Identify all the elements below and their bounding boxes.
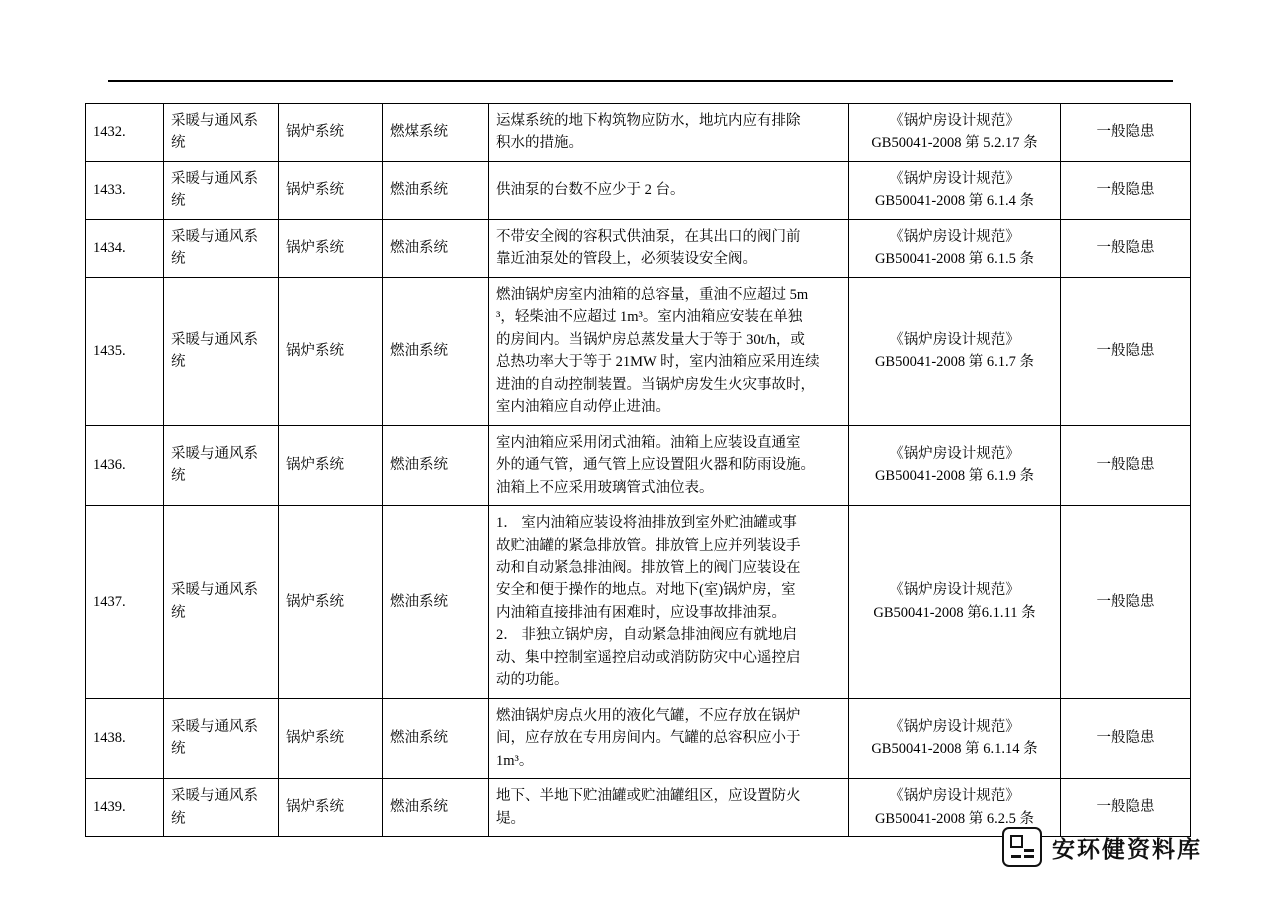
row-system: 采暖与通风系统 — [164, 277, 279, 425]
content-line: 室内油箱应采用闭式油箱。油箱上应装设直通室 — [496, 434, 801, 451]
content-line: 地下、半地下贮油罐或贮油罐组区，应设置防火 — [496, 788, 801, 805]
table-body — [86, 104, 1191, 837]
row-system: 采暖与通风系统 — [164, 219, 279, 277]
basis-title: 《锅炉房设计规范》 — [889, 445, 1020, 462]
row-level: 一般隐患 — [1061, 698, 1191, 778]
content-line: 燃油锅炉房点火用的液化气罐，不应存放在锅炉 — [496, 707, 801, 724]
table-row — [86, 161, 1191, 219]
row-number: 1438. — [86, 698, 164, 778]
row-unit: 燃煤系统 — [383, 104, 489, 162]
content-line: 故贮油罐的紧急排放管。排放管上应并列装设手 — [496, 537, 801, 554]
row-unit: 燃油系统 — [383, 506, 489, 699]
content-line: 积水的措施。 — [496, 135, 583, 152]
row-system: 采暖与通风系统 — [164, 506, 279, 699]
row-unit: 燃油系统 — [383, 277, 489, 425]
row-content — [489, 698, 849, 778]
row-level: 一般隐患 — [1061, 104, 1191, 162]
header-rule — [108, 80, 1173, 82]
row-number: 1432. — [86, 104, 164, 162]
row-content — [489, 161, 849, 219]
brand-label: 安环健资料库 — [1052, 835, 1202, 862]
basis-code: GB50041-2008 第 6.1.4 条 — [874, 193, 1035, 210]
basis-code: GB50041-2008 第 6.1.5 条 — [874, 251, 1035, 268]
row-unit: 燃油系统 — [383, 698, 489, 778]
content-line: 安全和便于操作的地点。对地下(室)锅炉房，室 — [496, 582, 796, 599]
row-subsystem: 锅炉系统 — [279, 425, 383, 505]
content-line: 1m³。 — [496, 752, 534, 769]
content-line: ³，轻柴油不应超过 1m³。室内油箱应安装在单独 — [496, 309, 803, 326]
table-row — [86, 219, 1191, 277]
row-basis — [849, 104, 1061, 162]
row-basis — [849, 506, 1061, 699]
content-line: 供油泵的台数不应少于 2 台。 — [496, 182, 685, 199]
basis-code: GB50041-2008 第 6.1.7 条 — [874, 354, 1035, 371]
row-level: 一般隐患 — [1061, 425, 1191, 505]
row-unit: 燃油系统 — [383, 161, 489, 219]
row-system: 采暖与通风系统 — [164, 161, 279, 219]
content-line: 室内油箱应自动停止进油。 — [496, 399, 670, 416]
row-level: 一般隐患 — [1061, 779, 1191, 837]
inspection-table-container — [85, 103, 1190, 837]
row-basis — [849, 277, 1061, 425]
row-level: 一般隐患 — [1061, 277, 1191, 425]
qr-code-icon — [1002, 827, 1042, 867]
content-line: 堤。 — [496, 810, 525, 827]
basis-code: GB50041-2008 第 6.1.9 条 — [874, 468, 1035, 485]
row-number: 1437. — [86, 506, 164, 699]
content-line: 动和自动紧急排油阀。排放管上的阀门应装设在 — [496, 559, 801, 576]
row-subsystem: 锅炉系统 — [279, 698, 383, 778]
row-content — [489, 277, 849, 425]
basis-title: 《锅炉房设计规范》 — [889, 719, 1020, 736]
row-system: 采暖与通风系统 — [164, 104, 279, 162]
basis-title: 《锅炉房设计规范》 — [889, 582, 1020, 599]
content-line: 的房间内。当锅炉房总蒸发量大于等于 30t/h，或 — [496, 331, 805, 348]
content-line: 进油的自动控制装置。当锅炉房发生火灾事故时， — [496, 376, 815, 393]
table-row — [86, 506, 1191, 699]
row-level: 一般隐患 — [1061, 219, 1191, 277]
content-line: 不带安全阀的容积式供油泵，在其出口的阀门前 — [496, 228, 801, 245]
row-number: 1433. — [86, 161, 164, 219]
content-line: 间，应存放在专用房间内。气罐的总容积应小于 — [496, 730, 801, 747]
basis-title: 《锅炉房设计规范》 — [889, 788, 1020, 805]
footer-watermark — [1002, 827, 1202, 867]
content-line: 运煤系统的地下构筑物应防水，地坑内应有排除 — [496, 113, 801, 129]
content-line: 油箱上不应采用玻璃管式油位表。 — [496, 479, 714, 496]
basis-code: GB50041-2008 第 5.2.17 条 — [871, 135, 1038, 152]
content-line: 总热功率大于等于 21MW 时，室内油箱应采用连续 — [496, 354, 820, 371]
row-system: 采暖与通风系统 — [164, 779, 279, 837]
basis-title: 《锅炉房设计规范》 — [889, 331, 1020, 348]
row-subsystem: 锅炉系统 — [279, 779, 383, 837]
row-content — [489, 104, 849, 162]
row-subsystem: 锅炉系统 — [279, 219, 383, 277]
content-line: 燃油锅炉房室内油箱的总容量，重油不应超过 5m — [496, 286, 809, 303]
row-unit: 燃油系统 — [383, 425, 489, 505]
content-line: 外的通气管，通气管上应设置阻火器和防雨设施。 — [496, 457, 815, 474]
row-unit: 燃油系统 — [383, 779, 489, 837]
row-subsystem: 锅炉系统 — [279, 104, 383, 162]
content-line: 靠近油泵处的管段上，必须装设安全阀。 — [496, 251, 757, 268]
basis-title: 《锅炉房设计规范》 — [889, 170, 1020, 187]
basis-title: 《锅炉房设计规范》 — [889, 228, 1020, 245]
row-basis — [849, 698, 1061, 778]
table-row — [86, 425, 1191, 505]
row-level: 一般隐患 — [1061, 161, 1191, 219]
row-number: 1436. — [86, 425, 164, 505]
row-number: 1435. — [86, 277, 164, 425]
row-unit: 燃油系统 — [383, 219, 489, 277]
content-line: 2． 非独立锅炉房，自动紧急排油阀应有就地启 — [496, 627, 797, 644]
row-subsystem: 锅炉系统 — [279, 161, 383, 219]
content-line: 内油箱直接排油有困难时，应设事故排油泵。 — [496, 604, 786, 621]
row-content — [489, 425, 849, 505]
row-system: 采暖与通风系统 — [164, 698, 279, 778]
content-line: 1． 室内油箱应装设将油排放到室外贮油罐或事 — [496, 515, 797, 532]
row-content — [489, 779, 849, 837]
content-line: 动、集中控制室遥控启动或消防防灾中心遥控启 — [496, 649, 801, 666]
row-number: 1439. — [86, 779, 164, 837]
row-level: 一般隐患 — [1061, 506, 1191, 699]
content-line: 动的功能。 — [496, 672, 569, 689]
basis-code: GB50041-2008 第 6.2.5 条 — [874, 810, 1035, 827]
table-row — [86, 698, 1191, 778]
table-row — [86, 104, 1191, 162]
inspection-table — [85, 103, 1191, 837]
row-content — [489, 506, 849, 699]
row-basis — [849, 425, 1061, 505]
row-system: 采暖与通风系统 — [164, 425, 279, 505]
basis-title: 《锅炉房设计规范》 — [889, 113, 1020, 129]
basis-code: GB50041-2008 第6.1.11 条 — [873, 604, 1036, 621]
row-number: 1434. — [86, 219, 164, 277]
table-row — [86, 277, 1191, 425]
row-subsystem: 锅炉系统 — [279, 506, 383, 699]
row-content — [489, 219, 849, 277]
row-basis — [849, 161, 1061, 219]
basis-code: GB50041-2008 第 6.1.14 条 — [871, 741, 1038, 758]
row-subsystem: 锅炉系统 — [279, 277, 383, 425]
row-basis — [849, 219, 1061, 277]
